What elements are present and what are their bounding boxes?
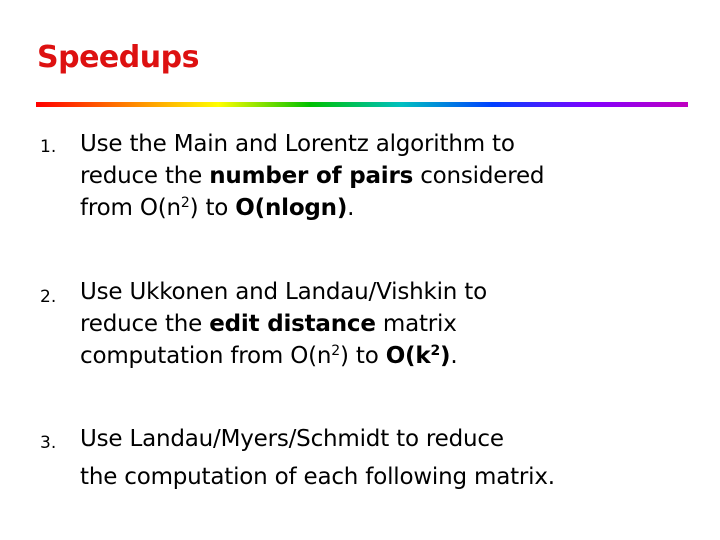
item-line: Use the Main and Lorentz algorithm to [80,131,515,157]
item-number: 3. [40,433,57,453]
slide-title: Speedups [37,40,199,75]
item-text [80,128,700,224]
bold-phrase: edit distance [209,311,376,337]
bold-phrase: $O(k^2)$ [385,343,451,369]
item-line: the computation of each following matrix. [80,464,555,490]
bold-phrase: number of pairs [209,163,414,189]
title-underline-bar [36,102,688,107]
item-line: Use Ukkonen and Landau/Vishkin to [80,279,487,305]
bold-phrase: O(nlogn) [235,195,348,221]
item-line: reduce the edit distance matrix [80,311,457,337]
item-number: 2. [40,287,57,307]
item-line: reduce the number of pairs considered [80,163,545,189]
item-line: Use Landau/Myers/Schmidt to reduce [80,426,504,452]
item-line: from $O(n^2)$ to O(nlogn). [80,195,355,221]
item-line: computation from $O(n^2)$ to $O(k^2)$. [80,343,458,369]
item-text [80,420,700,496]
item-number: 1. [40,137,57,157]
item-text [80,276,700,372]
